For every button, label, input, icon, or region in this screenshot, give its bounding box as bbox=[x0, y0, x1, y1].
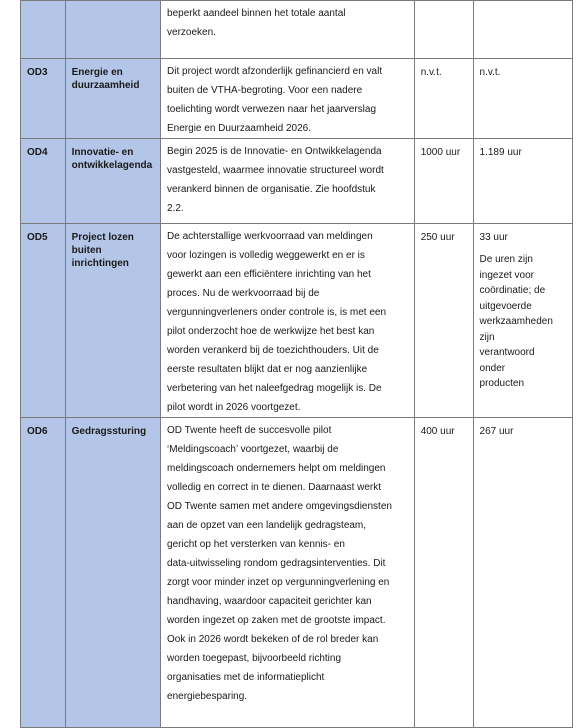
goal-description-cell bbox=[161, 59, 415, 139]
description-line: energiebesparing. bbox=[167, 691, 248, 702]
goal-topic bbox=[72, 62, 155, 92]
note-line: verantwoord bbox=[479, 347, 535, 358]
description-line: toelichting wordt verwezen naar het jaarverslag bbox=[167, 104, 377, 115]
note-line: onder bbox=[479, 362, 506, 374]
realised-hours: 33 uur bbox=[479, 232, 508, 243]
description-line: vastgesteld, waarmee innovatie structureel wordt bbox=[167, 165, 384, 176]
description-line: handhaving, waardoor capaciteit gerichter kan bbox=[167, 596, 372, 607]
goal-code bbox=[27, 4, 60, 8]
planned-hours-cell bbox=[414, 59, 473, 139]
description-line: Begin 2025 is de Innovatie- en Ontwikkelagenda bbox=[167, 146, 382, 157]
table-row bbox=[21, 1, 573, 59]
description-line: ‘Meldingscoach’ voortgezet, waarbij de bbox=[167, 444, 339, 455]
goal-code-cell bbox=[21, 139, 66, 224]
description-line: De achterstallige werkvoorraad van meldingen bbox=[167, 231, 373, 242]
description-line: organisaties met de informatieplicht bbox=[167, 672, 325, 683]
description-line: aan de opzet van een landelijk gedragsteam, bbox=[167, 520, 367, 531]
note-line: uitgevoerde bbox=[479, 300, 532, 312]
realised-hours-cell bbox=[473, 139, 572, 224]
goal-topic-line: Project lozen bbox=[71, 232, 134, 243]
operational-goals-table bbox=[20, 0, 573, 728]
description-line: Dit project wordt afzonderlijk gefinancierd en valt bbox=[167, 66, 383, 77]
description-line: zorgt voor minder inzet op vergunningverlening en bbox=[167, 577, 390, 588]
goal-topic-line: Energie en bbox=[71, 67, 123, 78]
description-line: voor lozingen is volledig weggewerkt en er is bbox=[167, 250, 365, 261]
note-line: coördinatie; de bbox=[479, 285, 546, 296]
goal-description bbox=[167, 142, 409, 218]
goal-description-cell bbox=[161, 1, 415, 59]
goal-topic bbox=[72, 421, 155, 438]
goal-topic-cell bbox=[65, 139, 160, 224]
goal-topic-line: ontwikkelagenda bbox=[71, 160, 153, 171]
realised-hours-cell bbox=[473, 59, 572, 139]
description-line: Energie en Duurzaamheid 2026. bbox=[167, 123, 311, 134]
planned-hours: 1000 uur bbox=[420, 147, 461, 158]
planned-hours-cell bbox=[414, 418, 473, 728]
planned-hours: 250 uur bbox=[420, 232, 455, 243]
table-body bbox=[21, 1, 573, 728]
goal-code: OD6 bbox=[27, 426, 48, 437]
realised-hours-note bbox=[480, 252, 567, 392]
note-line: zijn bbox=[479, 331, 495, 343]
goal-code-cell bbox=[21, 224, 66, 418]
goal-description-cell bbox=[161, 224, 415, 418]
description-line: gewerkt aan een efficiëntere inrichting van het bbox=[167, 269, 371, 280]
goal-topic bbox=[72, 227, 155, 270]
description-line: beperkt aandeel binnen het totale aantal bbox=[167, 8, 346, 19]
planned-hours-cell bbox=[414, 224, 473, 418]
goal-code-cell bbox=[21, 418, 66, 728]
description-line: 2.2. bbox=[167, 203, 184, 214]
goal-topic-cell bbox=[65, 418, 160, 728]
description-line: buiten de VTHA-begroting. Voor een nadere bbox=[167, 85, 363, 96]
description-line: Ook in 2026 wordt bekeken of de rol breder kan bbox=[167, 634, 379, 645]
note-line: De uren zijn bbox=[479, 254, 533, 265]
goal-topic-line: inrichtingen bbox=[71, 258, 129, 269]
goal-description bbox=[167, 227, 409, 417]
goal-description bbox=[167, 421, 409, 706]
description-line: proces. Nu de werkvoorraad bij de bbox=[167, 288, 320, 299]
goal-topic-line: Gedragssturing bbox=[71, 426, 147, 437]
table-row bbox=[21, 418, 573, 728]
note-line: producten bbox=[479, 378, 525, 389]
planned-hours bbox=[421, 4, 468, 8]
table-row bbox=[21, 224, 573, 418]
description-line: pilot onderzocht hoe de werkwijze het best kan bbox=[167, 326, 375, 337]
goal-description-cell bbox=[161, 418, 415, 728]
goal-topic bbox=[72, 142, 155, 172]
description-line: worden toegepast, bijvoorbeeld richting bbox=[167, 653, 342, 664]
goal-topic-cell bbox=[65, 224, 160, 418]
realised-hours: 1.189 uur bbox=[479, 147, 522, 158]
goal-topic-cell bbox=[65, 1, 160, 59]
goal-topic-cell bbox=[65, 59, 160, 139]
description-line: worden verankerd bij de toezichthouders. Uit de bbox=[167, 345, 379, 356]
description-line: verzoeken. bbox=[167, 27, 216, 38]
description-line: verankerd binnen de organisatie. Zie hoofdstuk bbox=[167, 184, 376, 195]
goal-code: OD5 bbox=[27, 232, 48, 243]
description-line: verbetering van het naleefgedrag mogelijk is. De bbox=[167, 383, 382, 394]
realised-hours-cell bbox=[473, 224, 572, 418]
table-row bbox=[21, 59, 573, 139]
planned-hours: 400 uur bbox=[420, 426, 455, 437]
description-line: OD Twente heeft de succesvolle pilot bbox=[167, 425, 332, 436]
note-line: ingezet voor bbox=[479, 269, 535, 281]
description-line: eerste resultaten blijkt dat er nog aanzienlijke bbox=[167, 364, 368, 375]
goal-code-cell bbox=[21, 59, 66, 139]
description-line: pilot wordt in 2026 voortgezet. bbox=[167, 402, 301, 413]
planned-hours-cell bbox=[414, 139, 473, 224]
description-line: meldingscoach ondernemers helpt om meldingen bbox=[167, 463, 386, 474]
goal-description bbox=[167, 62, 409, 138]
note-line: werkzaamheden bbox=[479, 316, 553, 327]
description-line: vergunningverleners onder controle is, is met een bbox=[167, 307, 387, 318]
goal-topic-line: duurzaamheid bbox=[71, 80, 140, 91]
description-line: OD Twente samen met andere omgevingsdiensten bbox=[167, 501, 392, 512]
goal-code-cell bbox=[21, 1, 66, 59]
realised-hours: 267 uur bbox=[479, 426, 514, 437]
goal-topic-line: buiten bbox=[71, 245, 102, 256]
description-line: volledig en correct in te dienen. Daarnaast werkt bbox=[167, 482, 382, 493]
realised-hours-cell bbox=[473, 418, 572, 728]
table-row bbox=[21, 139, 573, 224]
goal-code: OD3 bbox=[27, 67, 48, 78]
planned-hours-cell bbox=[414, 1, 473, 59]
description-line: worden ingezet op zaken met de grootste impact. bbox=[167, 615, 386, 626]
goal-topic bbox=[72, 4, 155, 8]
goal-description-cell bbox=[161, 139, 415, 224]
realised-hours bbox=[480, 4, 567, 8]
goal-topic-line: Innovatie- en bbox=[71, 147, 134, 158]
description-line: data-uitwisseling rondom gedragsinterventies. Dit bbox=[167, 558, 386, 569]
description-line: gericht op het versterken van kennis- en bbox=[167, 539, 345, 550]
realised-hours: n.v.t. bbox=[479, 67, 501, 78]
goal-code: OD4 bbox=[27, 147, 48, 158]
planned-hours: n.v.t. bbox=[420, 67, 442, 78]
realised-hours-cell bbox=[473, 1, 572, 59]
goal-description bbox=[167, 4, 409, 42]
